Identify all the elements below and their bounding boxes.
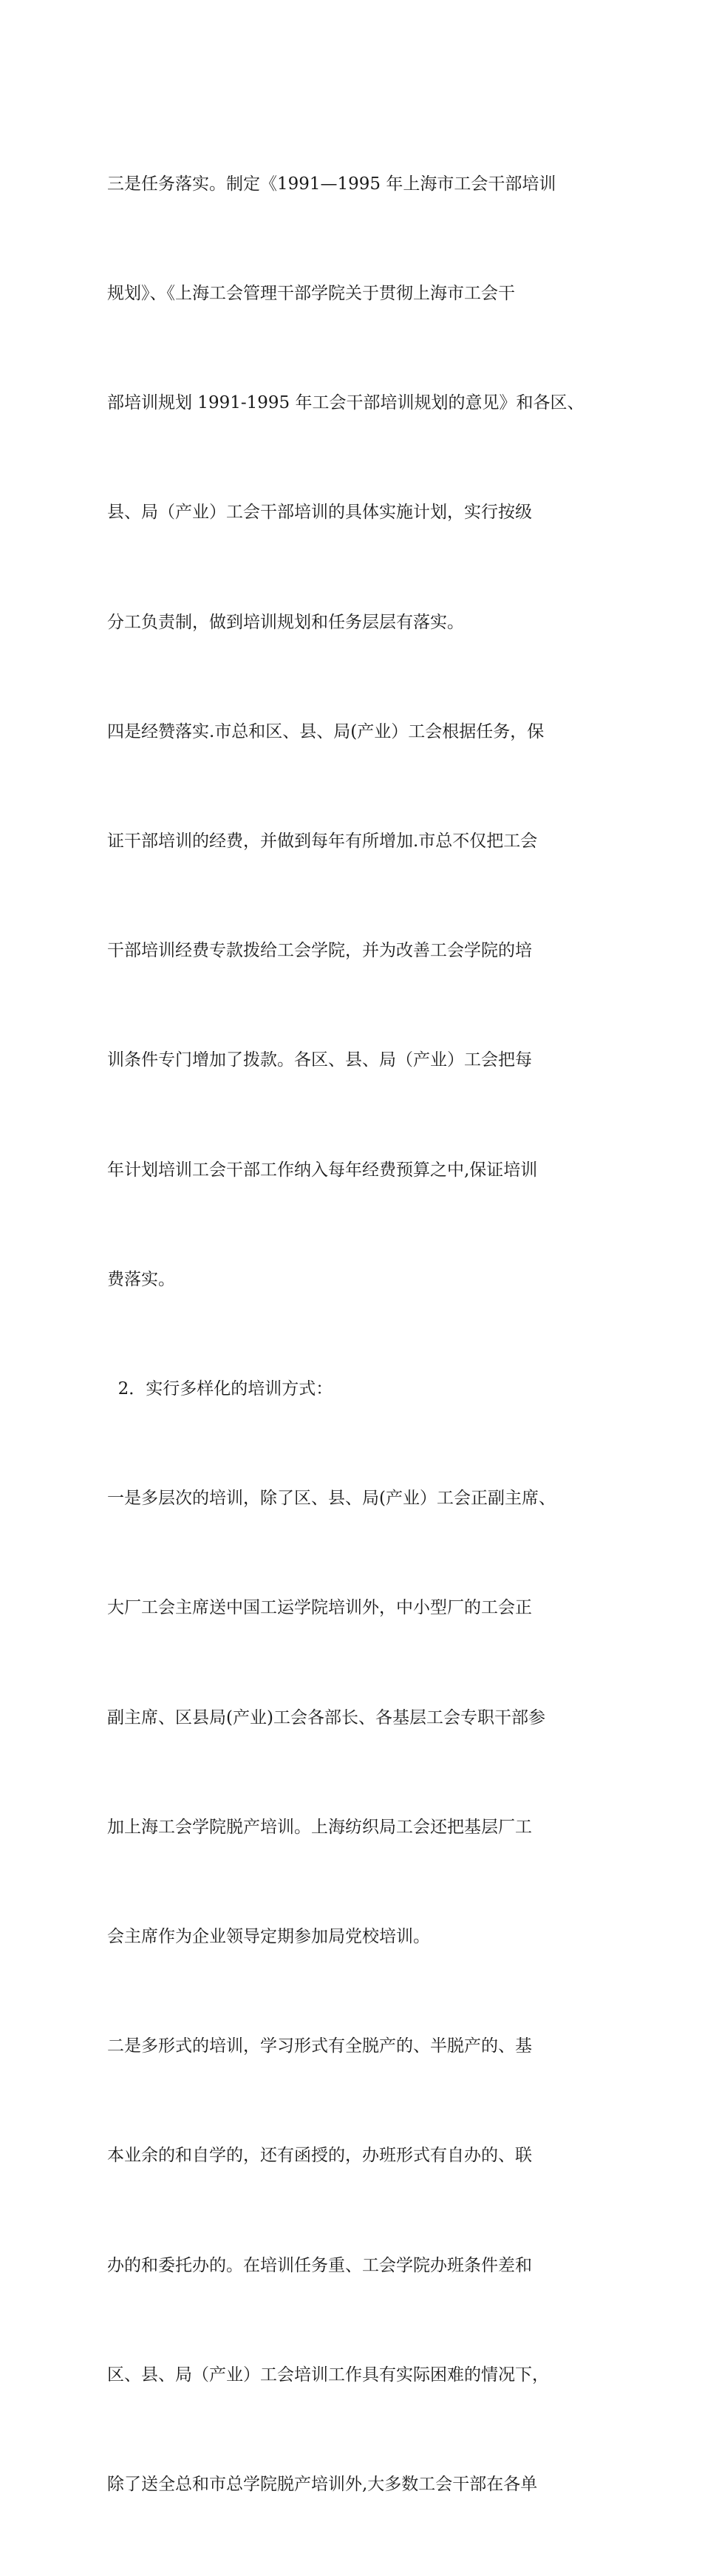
text-line: 二是多形式的培训，学习形式有全脱产的、半脱产的、基 <box>107 2036 532 2056</box>
text-line: 办的和委托办的。在培训任务重、工会学院办班条件差和 <box>107 2255 532 2275</box>
text-line: 费落实。 <box>107 1269 175 1289</box>
text-line: 副主席、区县局(产业)工会各部长、各基层工会专职干部参 <box>107 1707 545 1727</box>
text-line: 县、局（产业）工会干部培训的具体实施计划，实行按级 <box>107 503 532 523</box>
text-line: 年计划培训工会干部工作纳入每年经费预算之中,保证培训 <box>107 1160 538 1180</box>
text-line: 加上海工会学院脱产培训。上海纺织局工会还把基层厂工 <box>107 1817 532 1837</box>
text-line: 区、县、局（产业）工会培训工作具有实际困难的情况下， <box>107 2365 549 2385</box>
text-line: 训条件专门增加了拨款。各区、县、局（产业）工会把每 <box>107 1050 532 1070</box>
text-line: 分工负责制，做到培训规划和任务层层有落实。 <box>107 612 464 632</box>
text-line: 证干部培训的经费，并做到每年有所增加.市总不仅把工会 <box>107 832 538 852</box>
text-line: 部培训规划 1991-1995 年工会干部培训规划的意见》和各区、 <box>107 393 585 413</box>
text-line: 除了送全总和市总学院脱产培训外,大多数工会干部在各单 <box>107 2475 538 2495</box>
body-text <box>107 93 624 2576</box>
section-heading: 2．实行多样化的培训方式： <box>107 1379 333 1399</box>
text-line: 会主席作为企业领导定期参加局党校培训。 <box>107 1927 430 1947</box>
text-line: 四是经赞落实.市总和区、县、局(产业）工会根据任务，保 <box>107 721 545 741</box>
text-line: 规划》、《上海工会管理干部学院关于贯彻上海市工会干 <box>107 284 515 304</box>
text-line: 本业余的和自学的，还有函授的，办班形式有自办的、联 <box>107 2146 532 2166</box>
text-line: 三是任务落实。制定《1991—1995 年上海市工会干部培训 <box>107 174 556 194</box>
text-line: 大厂工会主席送中国工运学院培训外，中小型厂的工会正 <box>107 1598 532 1618</box>
text-line: 一是多层次的培训，除了区、县、局(产业）工会正副主席、 <box>107 1489 556 1509</box>
text-line: 干部培训经费专款拨给工会学院，并为改善工会学院的培 <box>107 941 532 961</box>
